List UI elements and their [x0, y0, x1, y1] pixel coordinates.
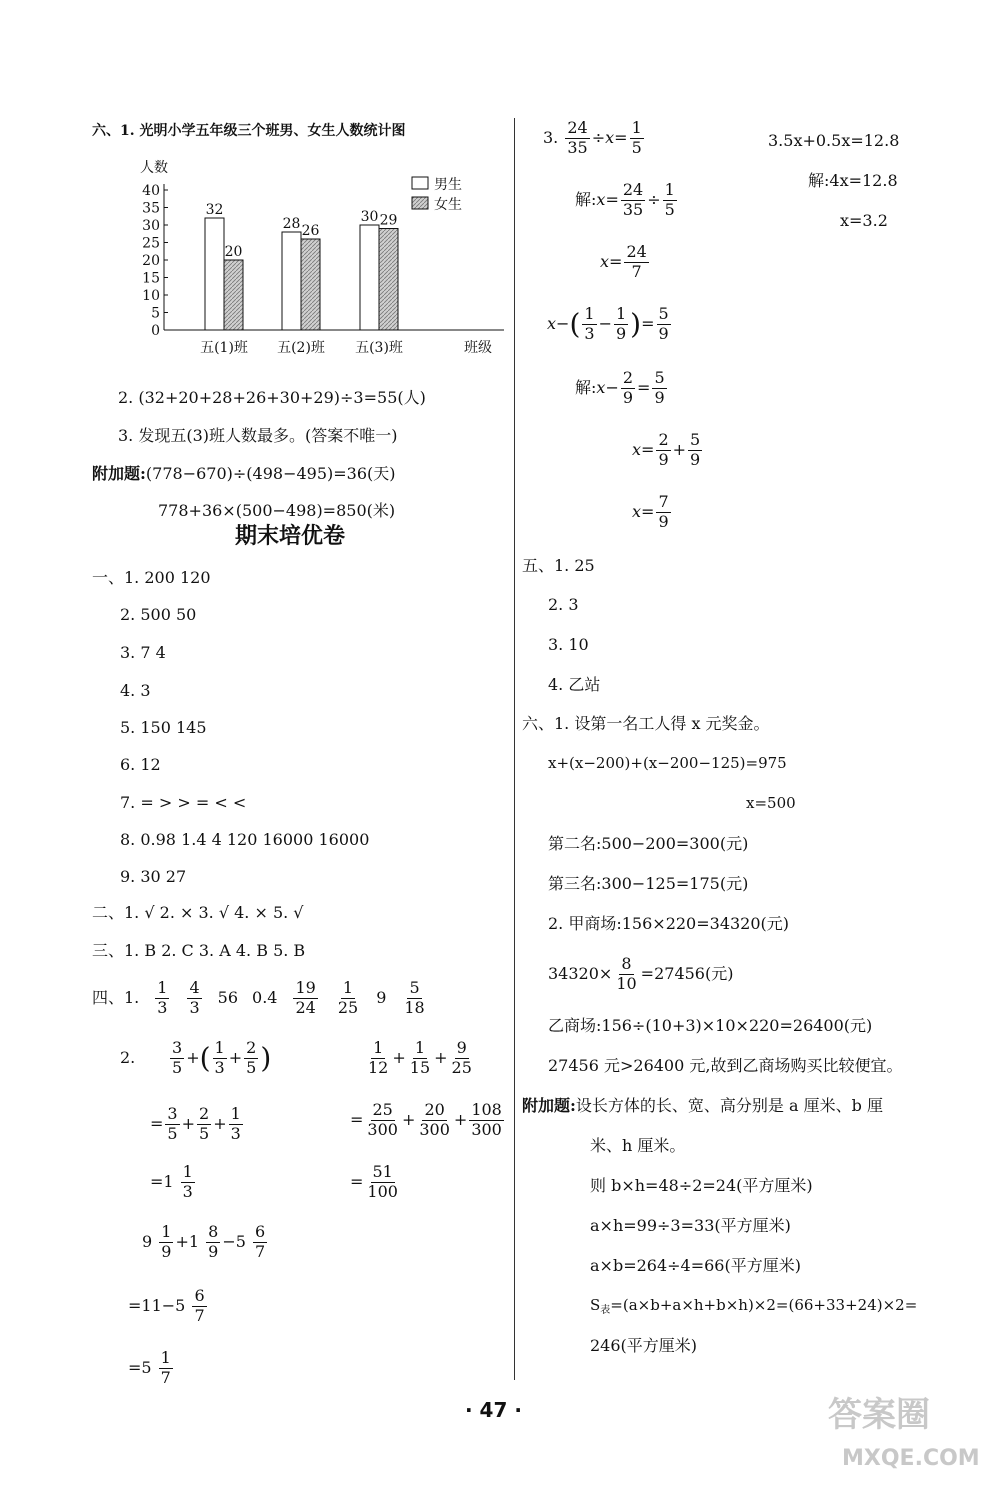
bar-value-label: 32 [205, 202, 224, 218]
bar-value-label: 28 [282, 216, 301, 232]
one-q1: 一、1. 200 120 [92, 568, 211, 587]
five-q1: 五、1. 25 [522, 556, 595, 575]
x-category-label: 五(1)班 [200, 340, 248, 355]
r-solve-2: x= $\frac{24}{7}$ [600, 242, 647, 281]
one-q3: 3. 7 4 [120, 643, 166, 662]
y-tick-label: 0 [151, 323, 160, 339]
six-q2b: 34320× $\frac{8}{10}$ =27456(元) [548, 954, 734, 993]
four-q2-label: 2. [120, 1048, 136, 1067]
r-bonus-l2: 米、h 厘米。 [590, 1136, 686, 1155]
six-q2: 2. 甲商场:156×220=34320(元) [548, 914, 790, 933]
y-tick-label: 20 [142, 253, 160, 269]
legend-swatch [412, 177, 428, 189]
x-category-label: 五(2)班 [277, 340, 325, 355]
calc-b1: $\frac{1}{12}$ + $\frac{1}{15}$ + $\frac{9}{25}$ [368, 1038, 472, 1077]
r-bonus-l5: a×b=264÷4=66(平方厘米) [590, 1256, 801, 1275]
s6-q2: 2. (32+20+28+26+30+29)÷3=55(人) [118, 388, 426, 407]
r-eq-b: 解:4x=12.8 [808, 171, 898, 190]
watermark-text: MXQE.COM [842, 1446, 980, 1471]
bar-boys [282, 232, 301, 330]
r-bonus-l4: a×h=99÷3=33(平方厘米) [590, 1216, 791, 1235]
y-tick-label: 35 [142, 200, 160, 217]
r-solve-1: 解:x= $\frac{24}{35}$ ÷ $\frac{1}{5}$ [575, 180, 675, 219]
bar-girls [224, 260, 243, 330]
r-eq2-s2: x= $\frac{2}{9}$ + $\frac{5}{9}$ [632, 430, 701, 469]
r-eq2: x−( $\frac{1}{3}$ − $\frac{1}{9}$ )= $\frac{5}{9}$ [547, 304, 669, 343]
r-eq-c: x=3.2 [840, 211, 888, 230]
watermark-logo: 答案圈 [828, 1395, 930, 1435]
one-q7: 7. = > > = < < [120, 793, 247, 812]
legend-swatch [412, 197, 428, 209]
bonus-line-1: (778−670)÷(498−495)=36(天) [145, 464, 396, 483]
bar-boys [360, 225, 379, 330]
legend-label: 女生 [434, 197, 462, 213]
bar-value-label: 30 [360, 209, 379, 225]
one-q4: 4. 3 [120, 681, 151, 700]
page-number: · 47 · [465, 1398, 522, 1422]
one-q9: 9. 30 27 [120, 867, 187, 886]
x-category-label: 五(3)班 [355, 340, 403, 355]
bar-girls [379, 229, 398, 331]
calc-b2: = $\frac{25}{300}$ + $\frac{20}{300}$ + $\frac{108}{300}$ [350, 1100, 502, 1139]
y-tick-label: 10 [142, 288, 160, 304]
s6-q3: 3. 发现五(3)班人数最多。(答案不唯一) [118, 426, 398, 445]
calc-a1: $\frac{3}{5}$ +( $\frac{1}{3}$ + $\frac{2}{5}$ ) [172, 1038, 272, 1077]
legend-label: 男生 [434, 177, 462, 193]
r-eq-a: 3.5x+0.5x=12.8 [768, 131, 900, 150]
r-bonus-l7: 246(平方厘米) [590, 1336, 698, 1355]
bar-value-label: 29 [379, 212, 398, 229]
one-q5: 5. 150 145 [120, 718, 207, 737]
r-bonus-l6: $S_表=(a\times b+a\times h+b\times h)\times 2=(66+33+24)\times 2=$ [590, 1296, 918, 1316]
section-6-title: 六、1. 光明小学五年级三个班男、女生人数统计图 [92, 123, 406, 139]
calc-a2: = $\frac{3}{5}$ + $\frac{2}{5}$ + $\frac{1}{3}$ [150, 1104, 241, 1143]
five-q4: 4. 乙站 [548, 675, 601, 694]
six-eq: x+(x−200)+(x−200−125)=975 [548, 754, 787, 772]
six-x: x=500 [746, 794, 796, 812]
calc-c3: =5 $\frac{1}{7}$ [128, 1348, 171, 1387]
y-axis-label: 人数 [140, 160, 168, 176]
r-bonus-l3: 则 b×h=48÷2=24(平方厘米) [590, 1176, 813, 1195]
calc-b3: = $\frac{51}{100}$ [350, 1162, 398, 1201]
six-q2c: 乙商场:156÷(10+3)×10×220=26400(元) [548, 1016, 873, 1035]
r-eq2-s1: 解:x− $\frac{2}{9}$ = $\frac{5}{9}$ [575, 368, 665, 407]
six-third: 第三名:300−125=175(元) [548, 874, 749, 893]
five-q2: 2. 3 [548, 595, 579, 614]
r-bonus-label: 附加题: [522, 1096, 576, 1115]
one-q8: 8. 0.98 1.4 4 120 16000 16000 [120, 830, 370, 849]
section-title: 期末培优卷 [235, 524, 346, 549]
one-q2: 2. 500 50 [120, 605, 197, 624]
bonus-label: 附加题: [92, 464, 146, 483]
x-axis-label: 班级 [464, 340, 492, 355]
six-q1: 六、1. 设第一名工人得 x 元奖金。 [522, 714, 770, 733]
calc-a3: =1 $\frac{1}{3}$ [150, 1162, 193, 1201]
three-answers: 三、1. B 2. C 3. A 4. B 5. B [92, 941, 306, 960]
bar-girls [301, 239, 320, 330]
bar-boys [205, 218, 224, 330]
two-answers: 二、1. √ 2. × 3. √ 4. × 5. √ [92, 903, 304, 922]
column-divider [514, 118, 515, 1380]
y-tick-label: 5 [151, 305, 160, 322]
four-q1: 四、1. $\frac{1}{3}$ $\frac{4}{3}$ 56 0.4 $\frac{19}{24}$ $\frac{1}{25}$ 9 $\frac{5}{18}$ [92, 978, 425, 1017]
four-label: 四、1. [92, 988, 140, 1008]
y-tick-label: 30 [142, 218, 160, 234]
y-tick-label: 15 [142, 270, 160, 287]
bar-chart [120, 155, 520, 355]
six-q2d: 27456 元>26400 元,故到乙商场购买比较便宜。 [548, 1056, 903, 1075]
y-tick-label: 25 [142, 235, 160, 252]
one-q6: 6. 12 [120, 755, 161, 774]
r-bonus-l1: 设长方体的长、宽、高分别是 a 厘米、b 厘 [575, 1096, 883, 1115]
calc-c2: =11−5 $\frac{6}{7}$ [128, 1286, 205, 1325]
calc-c1: 9 $\frac{1}{9}$ +1 $\frac{8}{9}$ −5 $\frac{6}{7}$ [142, 1222, 266, 1261]
y-tick-label: 40 [142, 183, 160, 199]
bonus-line-2: 778+36×(500−498)=850(米) [158, 501, 396, 520]
six-second: 第二名:500−200=300(元) [548, 834, 749, 853]
five-q3: 3. 10 [548, 635, 589, 654]
bar-value-label: 26 [301, 223, 320, 239]
r-q3-eq1: 3. $\frac{24}{35}$ ÷x= $\frac{1}{5}$ [543, 118, 642, 157]
bar-value-label: 20 [224, 244, 243, 260]
r-eq2-s3: x= $\frac{7}{9}$ [632, 492, 669, 531]
